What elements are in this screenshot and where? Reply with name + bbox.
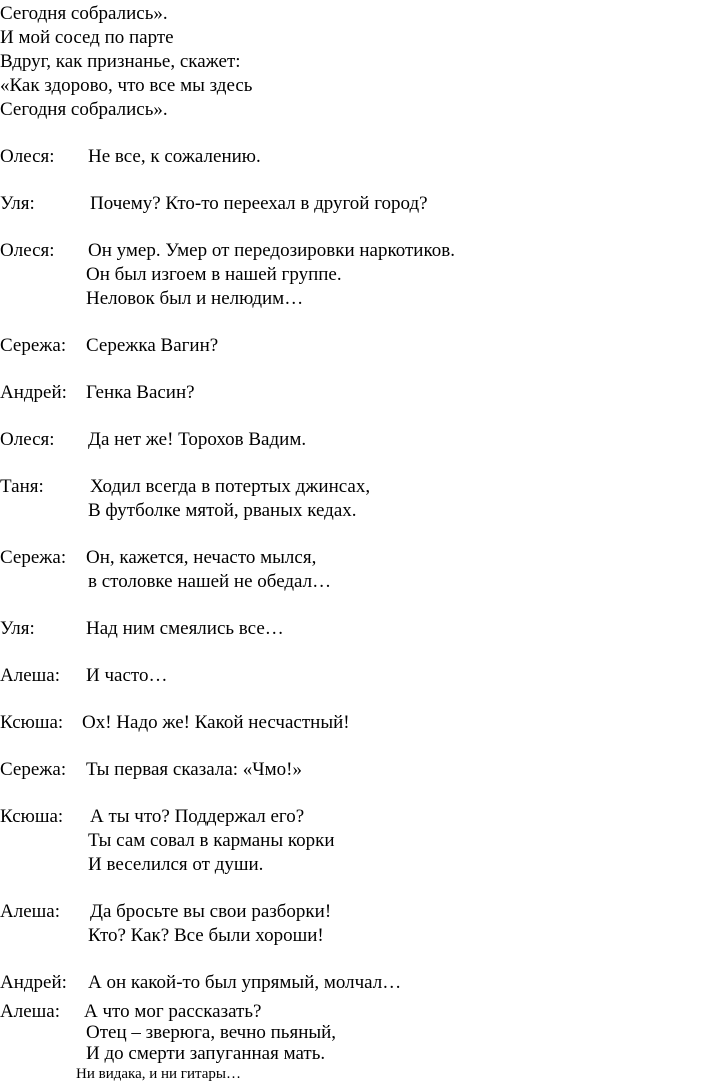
- dialogue-line: Он умер. Умер от передозировки наркотиков.: [88, 240, 455, 261]
- dialogue-line: Почему? Кто-то переехал в другой город?: [90, 193, 428, 214]
- speaker-name: Алеша:: [0, 665, 60, 686]
- dialogue-line: Да нет же! Торохов Вадим.: [88, 429, 307, 450]
- speaker-name: Ксюша:: [0, 712, 64, 733]
- footer-line: Ни видака, и ни гитары…: [76, 1066, 241, 1082]
- dialogue-line: А что мог рассказать?: [84, 1001, 262, 1022]
- speaker-name: Алеша:: [0, 901, 60, 922]
- dialogue-line: Генка Васин?: [86, 382, 195, 403]
- speaker-name: Олеся:: [0, 240, 55, 261]
- dialogue-line: Над ним смеялись все…: [86, 618, 284, 639]
- dialogue-line: Отец – зверюга, вечно пьяный,: [86, 1022, 337, 1043]
- dialogue-line: Ты первая сказала: «Чмо!»: [86, 759, 302, 780]
- dialogue-line: Ходил всегда в потертых джинсах,: [90, 476, 371, 497]
- dialogue-line: И до смерти запуганная мать.: [86, 1043, 326, 1064]
- speaker-name: Таня:: [0, 476, 44, 497]
- dialogue-line: Он, кажется, нечасто мылся,: [86, 547, 317, 568]
- speaker-name: Уля:: [0, 193, 35, 214]
- speaker-name: Андрей:: [0, 972, 67, 993]
- speaker-name: Ксюша:: [0, 806, 64, 827]
- dialogue-line: Он был изгоем в нашей группе.: [86, 264, 342, 285]
- dialogue-line: А он какой-то был упрямый, молчал…: [88, 972, 402, 993]
- dialogue-line: И часто…: [86, 665, 168, 686]
- intro-line: И мой сосед по парте: [0, 27, 174, 48]
- speaker-name: Уля:: [0, 618, 35, 639]
- intro-line: Вдруг, как признанье, скажет:: [0, 51, 241, 72]
- speaker-name: Олеся:: [0, 146, 55, 167]
- intro-line: Сегодня собрались».: [0, 99, 168, 120]
- dialogue-line: В футболке мятой, рваных кедах.: [88, 500, 357, 521]
- dialogue-line: Ты сам совал в карманы корки: [88, 830, 335, 851]
- intro-line: «Как здорово, что все мы здесь: [0, 75, 253, 96]
- dialogue-line: Неловок был и нелюдим…: [86, 288, 304, 309]
- speaker-name: Сережа:: [0, 759, 67, 780]
- dialogue-line: И веселился от души.: [88, 854, 264, 875]
- speaker-name: Олеся:: [0, 429, 55, 450]
- intro-line: Сегодня собрались».: [0, 3, 168, 24]
- dialogue-line: А ты что? Поддержал его?: [90, 806, 305, 827]
- dialogue-line: Кто? Как? Все были хороши!: [88, 925, 324, 946]
- dialogue-line: Не все, к сожалению.: [88, 146, 261, 167]
- speaker-name: Алеша:: [0, 1001, 60, 1022]
- speaker-name: Андрей:: [0, 382, 67, 403]
- dialogue-line: в столовке нашей не обедал…: [88, 571, 332, 592]
- dialogue-line: Сережка Вагин?: [86, 335, 219, 356]
- dialogue-line: Ох! Надо же! Какой несчастный!: [82, 712, 350, 733]
- speaker-name: Сережа:: [0, 547, 67, 568]
- speaker-name: Сережа:: [0, 335, 67, 356]
- dialogue-line: Да бросьте вы свои разборки!: [90, 901, 332, 922]
